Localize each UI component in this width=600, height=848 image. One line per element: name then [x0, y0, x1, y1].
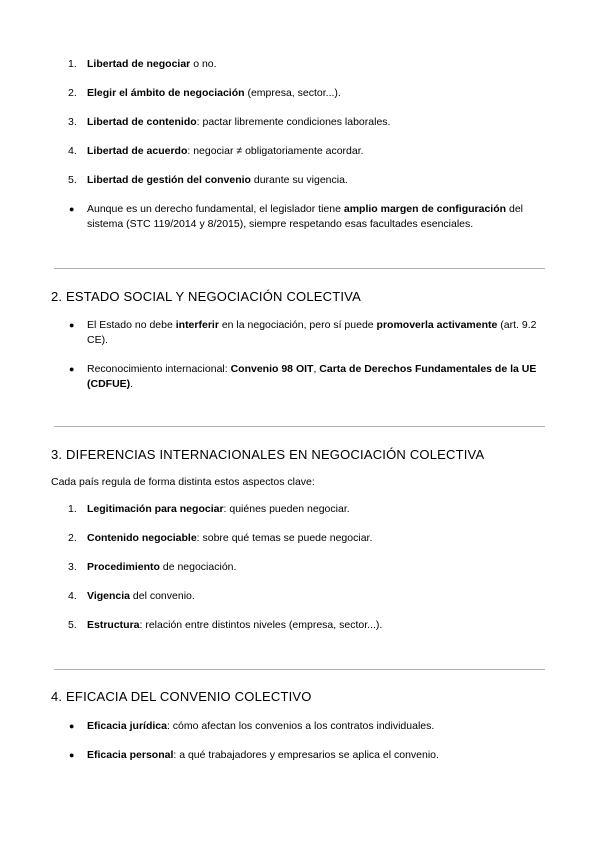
list-item [64, 531, 554, 546]
list-item-text: : sobre qué temas se puede negociar. [196, 532, 373, 544]
bullet-text: (art. 9.2 CE). [87, 319, 537, 346]
bullet-text: , [313, 363, 320, 375]
list-item-text: de negociación. [159, 561, 237, 573]
list-number: 3. [68, 116, 77, 128]
list-item-bold: Contenido negociable [87, 532, 197, 544]
bullet-text: . [130, 378, 134, 390]
bullet-icon: ● [69, 750, 75, 760]
list-item [64, 560, 554, 575]
section-intro: Cada país regula de forma distinta estos aspectos clave: [51, 476, 315, 488]
list-item-text: : quiénes pueden negociar. [223, 503, 350, 515]
configuration-bullet-list [64, 202, 554, 232]
list-number: 1. [68, 503, 77, 515]
list-item [64, 748, 554, 763]
list-item-text: : pactar libremente condiciones laborales. [196, 116, 391, 128]
list-item-bold: Estructura [87, 619, 140, 631]
list-item-text: : negociar ≠ obligatoriamente acordar. [187, 145, 364, 157]
list-number: 3. [68, 561, 77, 573]
bullet-text: : cómo afectan los convenios a los contratos individuales. [166, 720, 435, 732]
list-number: 5. [68, 619, 77, 631]
list-item-bold: Libertad de gestión del convenio [87, 174, 251, 186]
list-item [64, 173, 554, 188]
bullet-icon: ● [69, 364, 75, 374]
list-item-bold: Procedimiento [87, 561, 160, 573]
bullet-bold: Carta de Derechos Fundamentales de la UE (CDFUE) [87, 363, 537, 390]
section-title: 3. DIFERENCIAS INTERNACIONALES EN NEGOCIACIÓN COLECTIVA [51, 447, 485, 462]
section-title: 4. EFICACIA DEL CONVENIO COLECTIVO [51, 689, 312, 704]
faculties-list [64, 57, 554, 202]
section2-bullet-list [64, 318, 554, 392]
section-divider [54, 426, 545, 427]
list-item-text: o no. [190, 58, 217, 70]
list-item [64, 202, 554, 232]
list-item-bold: Libertad de negociar [87, 58, 191, 70]
bullet-icon: ● [69, 320, 75, 330]
list-item-bold: Vigencia [87, 590, 130, 602]
bullet-bold: Eficacia jurídica [87, 720, 167, 732]
bullet-text: del sistema (STC 119/2014 y 8/2015), siempre respetando esas facultades esenciales. [87, 203, 523, 230]
list-item [64, 57, 554, 72]
list-item [64, 502, 554, 517]
bullet-bold: promoverla activamente [376, 319, 498, 331]
bullet-icon: ● [69, 721, 75, 731]
list-item-text: : relación entre distintos niveles (empresa, sector...). [139, 619, 383, 631]
list-item-text: durante su vigencia. [250, 174, 348, 186]
bullet-bold: Convenio 98 OIT [230, 363, 314, 375]
list-item [64, 618, 554, 633]
bullet-text: El Estado no debe [87, 319, 176, 331]
bullet-bold: interferir [175, 319, 219, 331]
list-item-bold: Elegir el ámbito de negociación [87, 87, 245, 99]
bullet-text: Aunque es un derecho fundamental, el legislador tiene [87, 203, 344, 215]
list-item [64, 589, 554, 604]
list-item-bold: Libertad de acuerdo [87, 145, 188, 157]
list-item [64, 144, 554, 159]
bullet-text: Reconocimiento internacional: [87, 363, 231, 375]
bullet-bold: amplio margen de configuración [343, 203, 507, 215]
section-divider [54, 268, 545, 269]
section-divider [54, 669, 545, 670]
aspects-list [64, 502, 554, 633]
list-number: 5. [68, 174, 77, 186]
list-number: 2. [68, 87, 77, 99]
list-item-bold: Libertad de contenido [87, 116, 197, 128]
list-number: 1. [68, 58, 77, 70]
list-number: 4. [68, 590, 77, 602]
list-item [64, 86, 554, 101]
section-title: 2. ESTADO SOCIAL Y NEGOCIACIÓN COLECTIVA [51, 289, 361, 304]
list-item-text: (empresa, sector...). [244, 87, 341, 99]
list-item-bold: Legitimación para negociar [87, 503, 224, 515]
list-item [64, 318, 554, 348]
list-item [64, 362, 554, 392]
list-item-text: del convenio. [130, 590, 195, 602]
efficacy-bullet-list [64, 719, 554, 763]
bullet-bold: Eficacia personal [87, 749, 174, 761]
list-item [64, 719, 554, 734]
list-number: 4. [68, 145, 77, 157]
bullet-text: : a qué trabajadores y empresarios se aplica el convenio. [173, 749, 439, 761]
bullet-text: en la negociación, pero sí puede [218, 319, 377, 331]
bullet-icon: ● [69, 204, 75, 214]
list-item [64, 115, 554, 130]
list-number: 2. [68, 532, 77, 544]
